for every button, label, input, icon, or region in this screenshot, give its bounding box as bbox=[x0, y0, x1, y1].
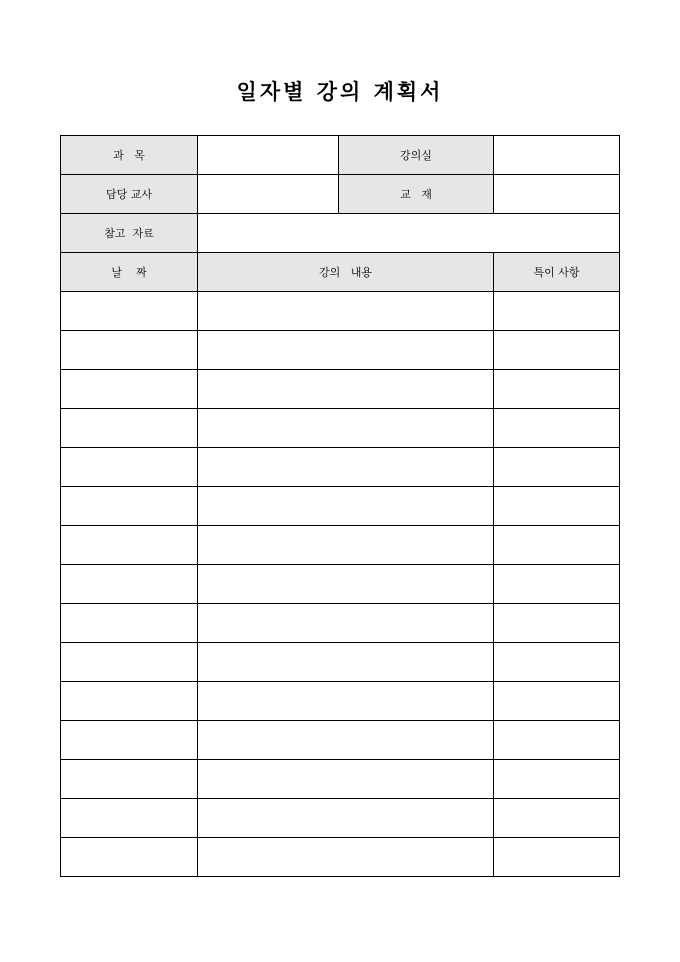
page-title: 일자별 강의 계획서 bbox=[236, 79, 444, 104]
date-cell[interactable] bbox=[61, 331, 198, 370]
notes-cell[interactable] bbox=[494, 799, 620, 838]
table-row bbox=[61, 565, 620, 604]
content-cell[interactable] bbox=[198, 370, 494, 409]
reference-row bbox=[61, 214, 620, 253]
date-cell[interactable] bbox=[61, 526, 198, 565]
notes-cell[interactable] bbox=[494, 331, 620, 370]
subject-label: 과 목 bbox=[61, 136, 198, 175]
date-cell[interactable] bbox=[61, 487, 198, 526]
content-cell[interactable] bbox=[198, 526, 494, 565]
content-cell[interactable] bbox=[198, 604, 494, 643]
table-row bbox=[61, 526, 620, 565]
notes-cell[interactable] bbox=[494, 526, 620, 565]
content-cell[interactable] bbox=[198, 409, 494, 448]
notes-cell[interactable] bbox=[494, 682, 620, 721]
date-cell[interactable] bbox=[61, 565, 198, 604]
textbook-label: 교 재 bbox=[339, 175, 494, 214]
date-cell[interactable] bbox=[61, 370, 198, 409]
notes-cell[interactable] bbox=[494, 604, 620, 643]
date-header: 날 짜 bbox=[61, 253, 198, 292]
notes-cell[interactable] bbox=[494, 370, 620, 409]
notes-cell[interactable] bbox=[494, 292, 620, 331]
table-row bbox=[61, 799, 620, 838]
date-cell[interactable] bbox=[61, 682, 198, 721]
notes-cell[interactable] bbox=[494, 409, 620, 448]
date-cell[interactable] bbox=[61, 799, 198, 838]
reference-field[interactable] bbox=[198, 214, 620, 253]
table-row bbox=[61, 604, 620, 643]
content-cell[interactable] bbox=[198, 721, 494, 760]
table-row bbox=[61, 370, 620, 409]
date-cell[interactable] bbox=[61, 760, 198, 799]
subject-field[interactable] bbox=[198, 136, 339, 175]
lecture-plan-table bbox=[60, 135, 620, 877]
teacher-label: 담당 교사 bbox=[61, 175, 198, 214]
content-cell[interactable] bbox=[198, 682, 494, 721]
content-cell[interactable] bbox=[198, 760, 494, 799]
table-row bbox=[61, 760, 620, 799]
notes-cell[interactable] bbox=[494, 487, 620, 526]
notes-cell[interactable] bbox=[494, 721, 620, 760]
content-cell[interactable] bbox=[198, 331, 494, 370]
classroom-label: 강의실 bbox=[339, 136, 494, 175]
content-cell[interactable] bbox=[198, 565, 494, 604]
content-cell[interactable] bbox=[198, 643, 494, 682]
notes-header: 특이 사항 bbox=[494, 253, 620, 292]
table-row bbox=[61, 292, 620, 331]
date-cell[interactable] bbox=[61, 838, 198, 877]
date-cell[interactable] bbox=[61, 292, 198, 331]
table-row bbox=[61, 643, 620, 682]
content-cell[interactable] bbox=[198, 838, 494, 877]
reference-label: 참고 자료 bbox=[61, 214, 198, 253]
lecture-plan-body bbox=[61, 136, 620, 877]
textbook-field[interactable] bbox=[494, 175, 620, 214]
date-cell[interactable] bbox=[61, 604, 198, 643]
notes-cell[interactable] bbox=[494, 565, 620, 604]
content-cell[interactable] bbox=[198, 292, 494, 331]
classroom-field[interactable] bbox=[494, 136, 620, 175]
table-row bbox=[61, 448, 620, 487]
table-row bbox=[61, 721, 620, 760]
date-cell[interactable] bbox=[61, 409, 198, 448]
table-row bbox=[61, 682, 620, 721]
content-header: 강의 내용 bbox=[198, 253, 494, 292]
content-cell[interactable] bbox=[198, 448, 494, 487]
teacher-field[interactable] bbox=[198, 175, 339, 214]
date-cell[interactable] bbox=[61, 448, 198, 487]
table-row bbox=[61, 331, 620, 370]
notes-cell[interactable] bbox=[494, 760, 620, 799]
date-cell[interactable] bbox=[61, 721, 198, 760]
schedule-header-row bbox=[61, 253, 620, 292]
notes-cell[interactable] bbox=[494, 448, 620, 487]
content-cell[interactable] bbox=[198, 487, 494, 526]
table-row bbox=[61, 838, 620, 877]
notes-cell[interactable] bbox=[494, 643, 620, 682]
subject-row bbox=[61, 136, 620, 175]
content-cell[interactable] bbox=[198, 799, 494, 838]
date-cell[interactable] bbox=[61, 643, 198, 682]
table-row bbox=[61, 487, 620, 526]
notes-cell[interactable] bbox=[494, 838, 620, 877]
table-row bbox=[61, 409, 620, 448]
teacher-row bbox=[61, 175, 620, 214]
